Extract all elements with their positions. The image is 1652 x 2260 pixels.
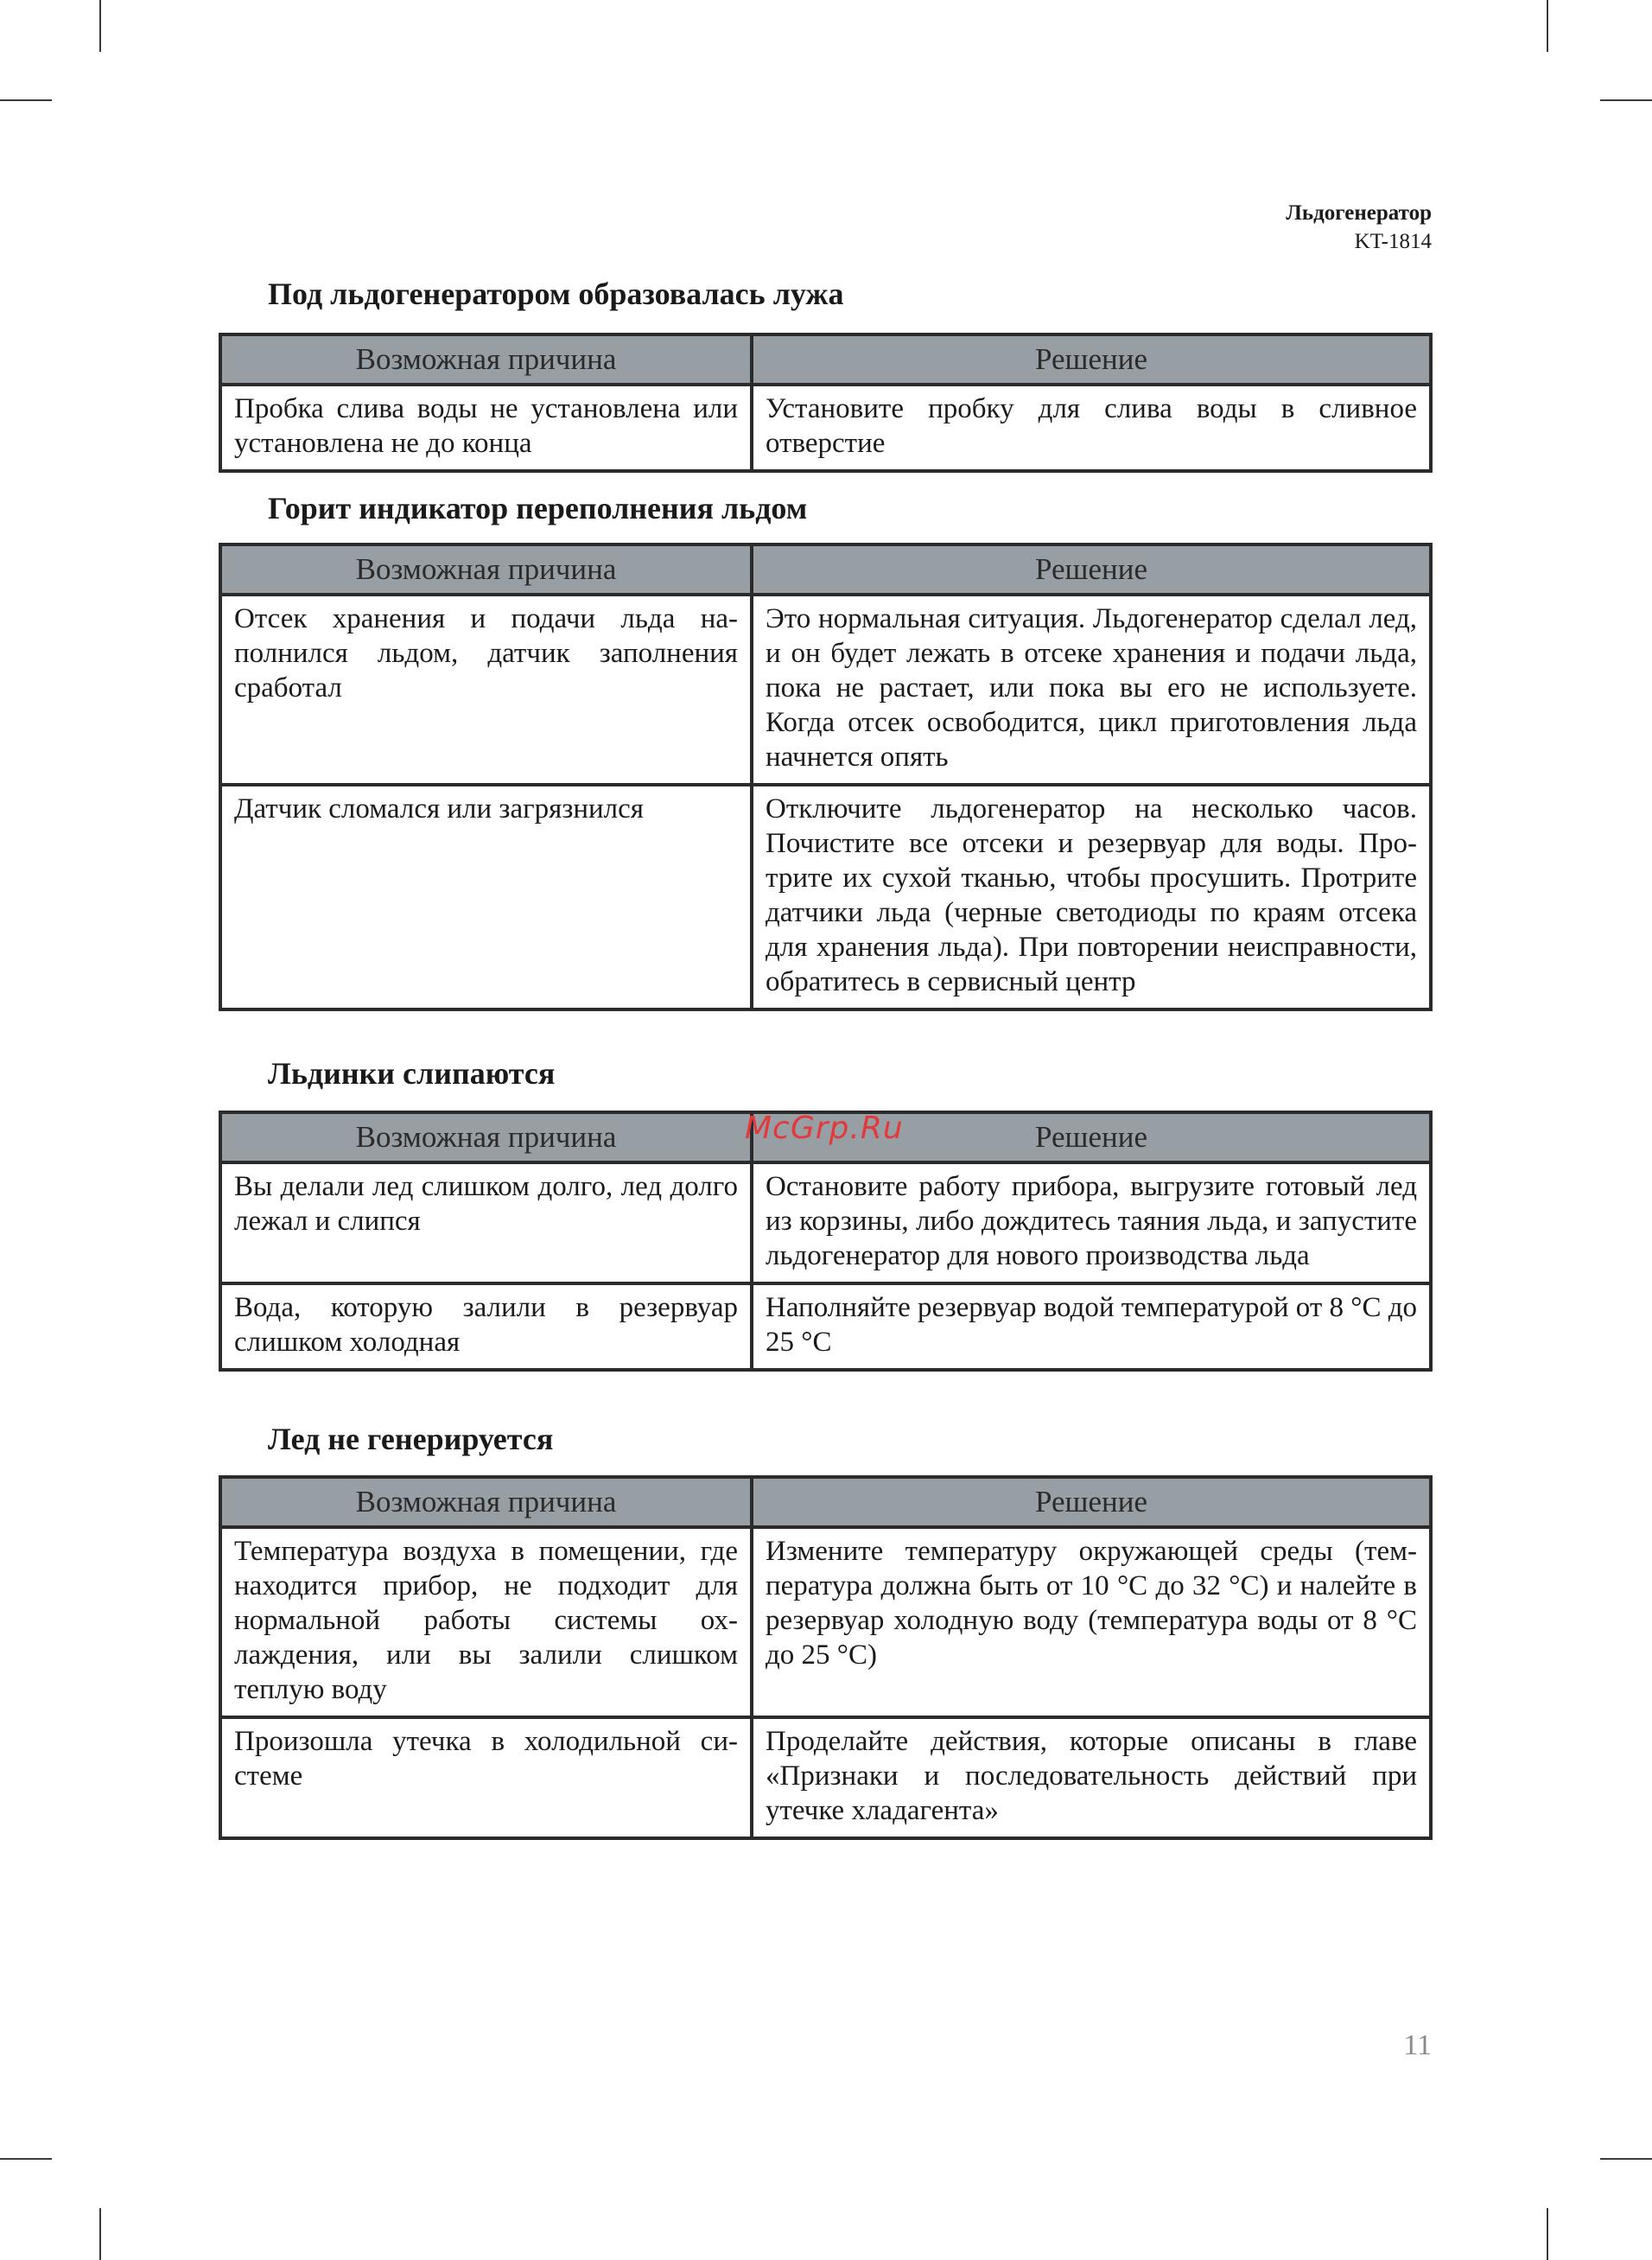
header-model: KT-1814: [1354, 230, 1432, 253]
solution-cell: Остановите работу прибора, выгрузите готовый лед из корзины, либо дождитесь таяния льда, и запустите льдогенератор для нового производства льда: [752, 1162, 1431, 1283]
cause-cell: Пробка слива воды не установлена или установлена не до конца: [220, 385, 752, 471]
column-header-cause: Возможная причина: [220, 334, 752, 385]
cause-cell: Отсек хранения и подачи льда наполнился льдом, датчик заполнения сработал: [220, 595, 752, 785]
table-row: [220, 785, 1431, 1009]
cause-cell: Вода, которую залили в резервуар слишком холодная: [220, 1283, 752, 1370]
table-row: [220, 385, 1431, 471]
cause-cell: Датчик сломался или загрязнился: [220, 785, 752, 1009]
table-row: [220, 1283, 1431, 1370]
crop-mark: [1600, 99, 1652, 101]
solution-cell: Наполняйте резервуар водой температурой от 8 °C до 25 °C: [752, 1283, 1431, 1370]
table-header-row: [220, 1477, 1431, 1527]
column-header-solution: Решение: [752, 1112, 1431, 1162]
table-row: [220, 1527, 1431, 1717]
troubleshooting-table: [219, 1111, 1433, 1372]
column-header-solution: Решение: [752, 544, 1431, 595]
section-heading: Горит индикатор переполнения льдом: [268, 491, 808, 525]
column-header-cause: Возможная причина: [220, 544, 752, 595]
cause-cell: Температура воздуха в помещении, где находится прибор, не подходит для нормальной работы системы охлаждения, или вы залили слишком теплую воду: [220, 1527, 752, 1717]
troubleshooting-table: [219, 1475, 1433, 1840]
table-row: [220, 595, 1431, 785]
crop-mark: [1547, 2208, 1548, 2260]
solution-cell: Проделайте действия, которые описаны в главе «Признаки и последовательность действий при утечке хладагента»: [752, 1717, 1431, 1838]
column-header-solution: Решение: [752, 1477, 1431, 1527]
cause-cell: Произошла утечка в холодильной системе: [220, 1717, 752, 1838]
solution-cell: Измените температуру окружающей среды (температура должна быть от 10 °C до 32 °C) и налейте в резервуар холодную воду (температура воды от 8 °C до 25 °C): [752, 1527, 1431, 1717]
column-header-solution: Решение: [752, 334, 1431, 385]
cause-cell: Вы делали лед слишком долго, лед долго лежал и слипся: [220, 1162, 752, 1283]
table-header-row: [220, 544, 1431, 595]
solution-cell: Отключите льдогенератор на несколько часов. Почистите все отсеки и резервуар для воды. Протрите их сухой тканью, чтобы просушить. Протрите датчики льда (черные светодиоды по краям отсека для хранения льда). При повторении неисправности, обратитесь в сервисный центр: [752, 785, 1431, 1009]
section-heading: Льдинки слипаются: [268, 1056, 556, 1091]
table-row: [220, 1717, 1431, 1838]
column-header-cause: Возможная причина: [220, 1112, 752, 1162]
crop-mark: [99, 0, 101, 52]
crop-mark: [0, 99, 52, 101]
page-number: 11: [1403, 2029, 1432, 2061]
solution-cell: Установите пробку для слива воды в сливное отверстие: [752, 385, 1431, 471]
watermark-text: McGrp.Ru: [745, 1111, 904, 1146]
crop-mark: [1547, 0, 1548, 52]
crop-mark: [0, 2158, 52, 2160]
crop-mark: [1600, 2158, 1652, 2160]
header-title: Льдогенератор: [1286, 201, 1432, 225]
running-header: [1286, 199, 1432, 256]
solution-cell: Это нормальная ситуация. Льдогенератор сделал лед, и он будет лежать в отсеке хранения и подачи льда, пока не растает, или пока вы его не используете. Когда отсек освободится, цикл приготовления льда начнется опять: [752, 595, 1431, 785]
section-heading: Лед не генерируется: [268, 1422, 554, 1456]
crop-mark: [99, 2208, 101, 2260]
table-header-row: [220, 334, 1431, 385]
table-row: [220, 1162, 1431, 1283]
troubleshooting-table: [219, 333, 1433, 473]
column-header-cause: Возможная причина: [220, 1477, 752, 1527]
section-heading: Под льдогенератором образовалась лужа: [268, 277, 844, 311]
troubleshooting-table: [219, 543, 1433, 1011]
